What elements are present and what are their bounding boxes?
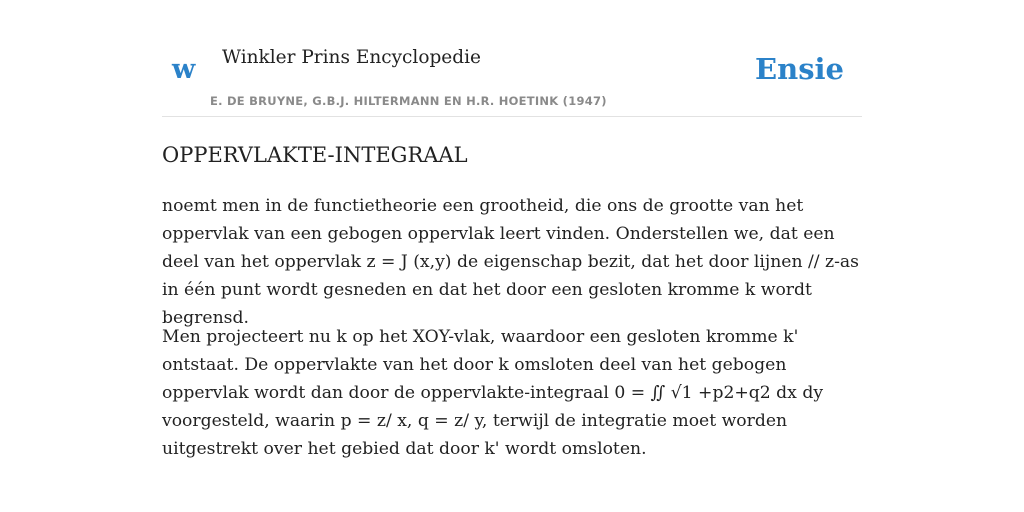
page-container [162,0,862,459]
site-authors: E. DE BRUYNE, G.B.J. HILTERMANN EN H.R. HOETINK (1947) [210,94,607,108]
site-title[interactable]: Winkler Prins Encyclopedie [222,47,481,68]
winkler-prins-logo[interactable]: w [172,54,196,85]
article-paragraph-1: noemt men in de functietheorie een grootheid, die ons de grootte van het oppervlak van een gebogen oppervlak leert vinden. Onderstellen we, dat een deel van het oppervlak z = J (x,y) de eigenschap bezit, dat het door lijnen // z-as in één punt wordt gesneden en dat het door een gesloten kromme k wordt begrensd. [162,196,859,328]
article-paragraph-2: Men projecteert nu k op het XOY-vlak, waardoor een gesloten kromme k' ontstaat. De oppervlakte van het door k omsloten deel van het gebogen oppervlak wordt dan door de oppervlakte-integraal 0 = ∬ √1 +p2+q2 dx dy voorgesteld, waarin p = z/ x, q = z/ y, terwijl de integratie moet worden uitgestrekt over het gebied dat door k' wordt omsloten. [162,327,824,459]
ensie-brand-link[interactable]: Ensie [755,52,844,86]
article-title: OPPERVLAKTE-INTEGRAAL [162,143,468,167]
site-header [162,0,862,117]
